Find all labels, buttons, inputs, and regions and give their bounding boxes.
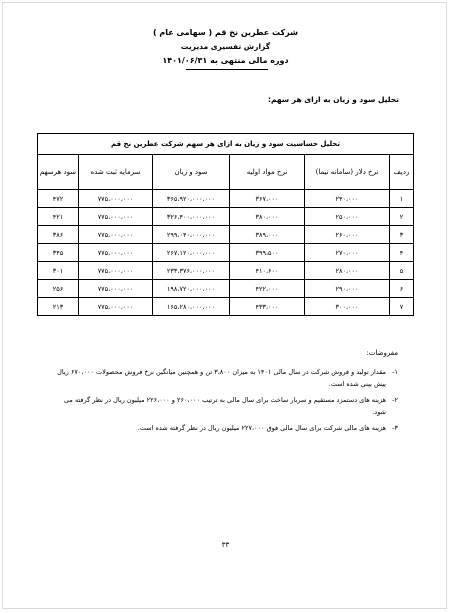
assumption-text: هزینه های دستمزد مستقیم و سربار ساخت برای سال مالی به ترتیب ۲۶۰،۰۰۰ و ۲۲۶،۰۰۰ میلیون ریال در نظر گرفته می شود. [63,396,386,416]
table-cell: ۲۱۳ [38,298,79,316]
column-header: ردیف [390,155,414,190]
table-cell: ۳۹۹،۵۰۰ [230,244,305,262]
table-row [38,208,414,226]
assumption-item [52,422,398,434]
assumption-text: مقدار تولید و فروش شرکت در سال مالی ۱۴۰۱ به میزان ۳،۸۰۰ تن و همچنین میانگین نرخ فروش محصولات ۶۷۰،۰۰۰ ریال پیش بینی شده است. [57,368,386,388]
table-cell: ۱ [390,190,414,208]
table-cell: ۴ [390,244,414,262]
table-cell: ۲۹۰،۰۰۰ [305,280,390,298]
section-title: تحلیل سود و زیان به ازای هر سهم: [267,95,399,104]
table-cell: ۳۰۱ [38,262,79,280]
column-header: سود هرسهم [38,155,79,190]
assumptions-list [52,366,398,438]
assumption-text: هزینه های مالی شرکت برای سال مالی فوق ۲۲۷،۰۰۰ میلیون ریال در نظر گرفته شده است. [137,424,386,432]
table-cell: ۲۹۹،۰۴۰،۰۰۰،۰۰۰ [153,226,230,244]
table-cell: ۲۶۷،۱۲۰،۰۰۰،۰۰۰ [153,244,230,262]
assumption-item [52,394,398,418]
table-cell: ۴۲۲،۰۰۰ [230,280,305,298]
table-cell: ۷۷۵،۰۰۰،۰۰۰ [79,226,153,244]
table-cell: ۶ [390,280,414,298]
table-cell: ۲۷۰،۰۰۰ [305,244,390,262]
period-title: دوره مالی منتهی به ۱۴۰۱/۰۶/۳۱ [162,56,289,65]
table-cell: ۲۶۰،۰۰۰ [305,226,390,244]
table-row [38,190,414,208]
table-cell: ۲۳۳،۳۷۶،۰۰۰،۰۰۰ [153,262,230,280]
report-title: گزارش تفسیری مدیریت [180,42,271,51]
table-row [38,226,414,244]
table-cell: ۷۷۵،۰۰۰،۰۰۰ [79,298,153,316]
table-row [38,244,414,262]
column-header: نرخ دلار (سامانه نیما) [305,155,390,190]
table-row [38,280,414,298]
table-cell: ۵ [390,262,414,280]
table-cell: ۳۶۷،۰۰۰ [230,190,305,208]
table-cell: ۴۱۰،۶۰۰ [230,262,305,280]
assumption-item [52,366,398,390]
assumption-number: ۱- [392,368,398,376]
table-cell: ۷۷۵،۰۰۰،۰۰۰ [79,190,153,208]
table-cell: ۳۸۰،۰۰۰ [230,208,305,226]
assumptions-title: مفروضات: [366,349,398,357]
column-header: سرمایه ثبت شده [79,155,153,190]
company-name: شرکت عطرین نخ قم ( سهامی عام ) [152,28,299,37]
table-cell: ۲۵۶ [38,280,79,298]
page-number: ۳۳ [221,541,230,549]
table-cell: ۴۲۱ [38,208,79,226]
table-cell: ۱۹۸،۷۲۰،۰۰۰،۰۰۰ [153,280,230,298]
assumption-number: ۲- [392,396,398,404]
table-cell: ۳۲۶،۴۰۰،۰۰۰،۰۰۰ [153,208,230,226]
table-cell: ۳۰۰،۰۰۰ [305,298,390,316]
table-header-row [38,155,414,190]
table-cell: ۷۷۵،۰۰۰،۰۰۰ [79,280,153,298]
table-cell: ۲۴۰،۰۰۰ [305,190,390,208]
table-cell: ۴۳۳،۰۰۰ [230,298,305,316]
table-cell: ۲۸۰،۰۰۰ [305,262,390,280]
table-cell: ۳۶۵،۹۲۰،۰۰۰،۰۰۰ [153,190,230,208]
column-header: سود و زیان [153,155,230,190]
table-cell: ۴۷۲ [38,190,79,208]
table-cell: ۷۷۵،۰۰۰،۰۰۰ [79,262,153,280]
table-cell: ۱۶۵،۲۸۰،۰۰۰،۰۰۰ [153,298,230,316]
column-header: نرخ مواد اولیه [230,155,305,190]
table-cell: ۳۴۵ [38,244,79,262]
table-cell: ۲ [390,208,414,226]
table-caption: تحلیل حساسیت سود و زیان به ازای هر سهم شرکت عطرین نخ قم [38,134,414,155]
header-underline [186,69,268,70]
table-cell: ۷۷۵،۰۰۰،۰۰۰ [79,244,153,262]
table-cell: ۲۵۰،۰۰۰ [305,208,390,226]
table-row [38,298,414,316]
table-row [38,262,414,280]
table-cell: ۳۸۹،۰۰۰ [230,226,305,244]
assumption-number: ۳- [392,424,398,432]
table-cell: ۷۷۵،۰۰۰،۰۰۰ [79,208,153,226]
table-cell: ۷ [390,298,414,316]
table-cell: ۳ [390,226,414,244]
sensitivity-table [37,133,414,316]
table-cell: ۳۸۶ [38,226,79,244]
